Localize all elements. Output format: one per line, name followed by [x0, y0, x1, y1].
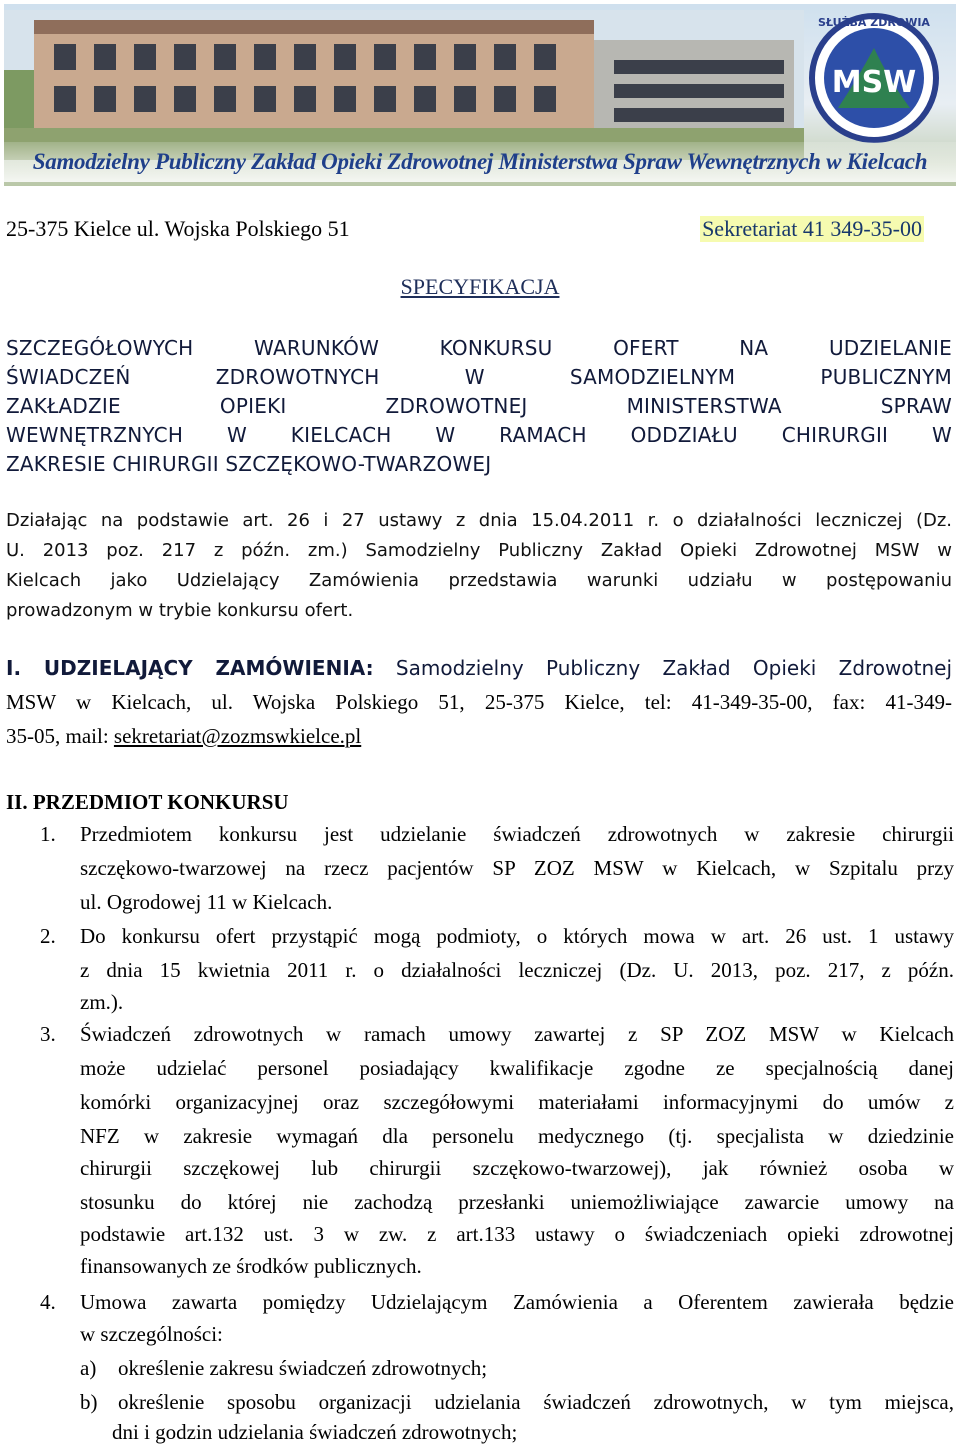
item-3-line: podstawie art.132 ust. 3 w zw. z art.133 ustawy o świadczeniach opieki zdrowotnej: [80, 1222, 954, 1246]
item-number: 2.: [40, 924, 56, 948]
item-3-line: finansowanych ze środków publicznych.: [80, 1254, 422, 1278]
section-1-line-3: [6, 724, 952, 749]
intro-line: Działając na podstawie art. 26 i 27 ustawy z dnia 15.04.2011 r. o działalności leczniczej (Dz.: [6, 510, 952, 531]
section-1-text: Samodzielny Publiczny Zakład Opieki Zdrowotnej: [373, 656, 953, 680]
header-banner: [4, 4, 956, 186]
intro-line: Kielcach jako Udzielający Zamówienia przedstawia warunki udziału w postępowaniu: [6, 570, 952, 591]
secretariat-phone: Sekretariat 41 349-35-00: [702, 216, 922, 241]
item-3-line: może udzielać personel posiadający kwalifikacje zgodne ze specjalnością danej: [80, 1056, 954, 1080]
hospital-building-image: [4, 10, 804, 160]
item-1-line: szczękowo-twarzowej na rzecz pacjentów SP ZOZ MSW w Kielcach, w Szpitalu przy: [80, 856, 954, 880]
heading-line: WEWNĘTRZNYCH W KIELCACH W RAMACH ODDZIAŁU CHIRURGII W: [6, 423, 952, 447]
section-2-heading: II. PRZEDMIOT KONKURSU: [6, 790, 289, 814]
item-4-line: Umowa zawarta pomiędzy Udzielającym Zamówienia a Oferentem zawierała będzie: [80, 1290, 954, 1314]
email-link[interactable]: sekretariat@zozmswkielce.pl: [113, 724, 362, 748]
logo-main-text: MSW: [831, 65, 917, 100]
item-3-line: Świadczeń zdrowotnych w ramach umowy zawartej z SP ZOZ MSW w Kielcach: [80, 1022, 954, 1046]
section-1-mail-prefix: 35-05, mail:: [6, 724, 114, 748]
item-4-line: w szczególności:: [80, 1322, 223, 1346]
item-2-line: Do konkursu ofert przystąpić mogą podmioty, o których mowa w art. 26 ust. 1 ustawy: [80, 924, 954, 948]
item-3-line: stosunku do której nie zachodzą przesłanki uniemożliwiające zawarcie umowy na: [80, 1190, 954, 1214]
address-text: 25-375 Kielce ul. Wojska Polskiego 51: [6, 216, 350, 241]
subitem-a-line: określenie zakresu świadczeń zdrowotnych;: [118, 1356, 488, 1380]
item-number: 3.: [40, 1022, 56, 1046]
item-1-line: ul. Ogrodowej 11 w Kielcach.: [80, 890, 333, 914]
intro-line: prowadzonym w trybie konkursu ofert.: [6, 600, 354, 621]
heading-line: ŚWIADCZEŃ ZDROWOTNYCH W SAMODZIELNYM PUBLICZNYM: [6, 365, 952, 389]
intro-line: U. 2013 poz. 217 z późn. zm.) Samodzielny Publiczny Zakład Opieki Zdrowotnej MSW w: [6, 540, 952, 561]
subitem-b-line: określenie sposobu organizacji udzielania świadczeń zdrowotnych, w tym miejsca,: [118, 1390, 954, 1414]
logo-top-text: SŁUŻBA ZDROWIA: [818, 16, 930, 29]
subitem-letter: a): [80, 1356, 97, 1380]
item-3-line: chirurgii szczękowej lub chirurgii szczękowo-twarzowej), jak również osoba w: [80, 1156, 954, 1180]
spec-title: SPECYFIKACJA: [400, 274, 560, 299]
item-3-line: komórki organizacyjnej oraz szczegółowymi materiałami informacyjnymi do umów z: [80, 1090, 954, 1114]
item-1-line: Przedmiotem konkursu jest udzielanie świadczeń zdrowotnych w zakresie chirurgii: [80, 822, 954, 846]
subitem-b-line: dni i godzin udzielania świadczeń zdrowotnych;: [112, 1420, 518, 1444]
item-number: 4.: [40, 1290, 56, 1314]
section-1-line-1: [6, 656, 952, 681]
heading-line: ZAKRESIE CHIRURGII SZCZĘKOWO-TWARZOWEJ: [6, 452, 492, 476]
msw-health-service-logo: [808, 8, 940, 148]
section-1-label: I. UDZIELAJĄCY ZAMÓWIENIA:: [6, 656, 374, 680]
heading-line: ZAKŁADZIE OPIEKI ZDROWOTNEJ MINISTERSTWA SPRAW: [6, 394, 952, 418]
item-number: 1.: [40, 822, 56, 846]
item-2-line: z dnia 15 kwietnia 2011 r. o działalności leczniczej (Dz. U. 2013, poz. 217, z późn.: [80, 958, 954, 982]
subitem-letter: b): [80, 1390, 98, 1414]
banner-caption: Samodzielny Publiczny Zakład Opieki Zdrowotnej Ministerstwa Spraw Wewnętrznych w Kielcach: [4, 142, 956, 182]
heading-line: SZCZEGÓŁOWYCH WARUNKÓW KONKURSU OFERT NA UDZIELANIE: [6, 336, 952, 360]
item-3-line: NFZ w zakresie wymagań dla personelu medycznego (tj. specjalista w dziedzinie: [80, 1124, 954, 1148]
item-2-line: zm.).: [80, 990, 124, 1014]
section-1-line-2: MSW w Kielcach, ul. Wojska Polskiego 51, 25-375 Kielce, tel: 41-349-35-00, fax: 41-349-: [6, 690, 952, 714]
